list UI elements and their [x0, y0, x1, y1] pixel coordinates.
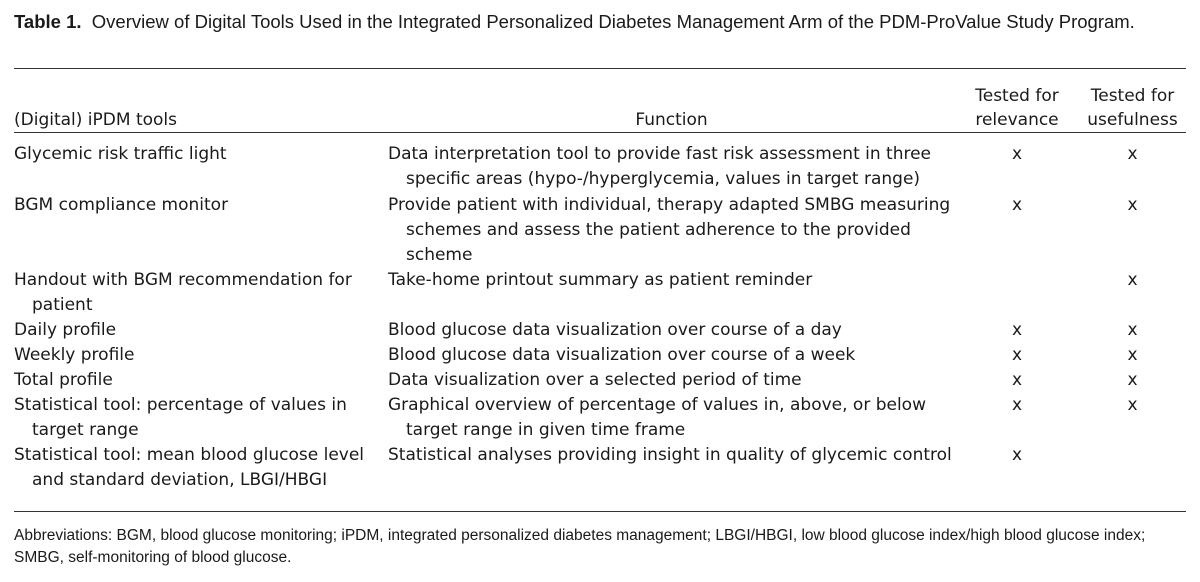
cell-relevance: x [1011, 195, 1023, 215]
header-function: Function [635, 110, 708, 130]
cell-function: Statistical analyses providing insight in quality of glycemic control [388, 445, 952, 465]
cell-relevance: x [1011, 320, 1023, 340]
table-footnote: Abbreviations: BGM, blood glucose monitoring; iPDM, integrated personalized diabetes management; LBGI/HBGI, low blood glucose index/high blood glucose index; SMBG, self-monitoring of blood glucose. [14, 527, 1146, 566]
cell-tool: Statistical tool: percentage of values in target range [14, 395, 347, 440]
table-row [14, 393, 1186, 443]
cell-relevance [955, 268, 1079, 318]
table-header [14, 76, 1186, 132]
digital-tools-table [14, 76, 1186, 493]
cell-tool: Weekly profile [14, 345, 135, 365]
header-relevance-line2: relevance [975, 110, 1059, 130]
cell-usefulness [1079, 443, 1186, 493]
cell-function: Data interpretation tool to provide fast risk assessment in three specific areas (hypo-/hyperglycemia, values in target range) [388, 144, 932, 189]
table-row [14, 132, 1186, 192]
table-caption [14, 10, 1186, 33]
cell-tool: Statistical tool: mean blood glucose level and standard deviation, LBGI/HBGI [14, 445, 365, 490]
cell-relevance: x [1011, 445, 1023, 465]
table-row [14, 192, 1186, 268]
table-top-rule [14, 68, 1186, 69]
table-row [14, 343, 1186, 368]
header-usefulness [1079, 76, 1186, 132]
header-relevance [955, 76, 1079, 132]
cell-tool: Daily profile [14, 320, 117, 340]
header-usefulness-line1: Tested for [1090, 86, 1175, 106]
cell-tool: Handout with BGM recommendation for patient [14, 270, 352, 315]
cell-usefulness: x [1127, 345, 1138, 365]
cell-tool: Total profile [14, 370, 113, 390]
cell-usefulness: x [1127, 144, 1138, 164]
table-caption-label: Table 1. [14, 11, 82, 32]
cell-relevance: x [1011, 395, 1023, 415]
cell-tool: BGM compliance monitor [14, 195, 229, 215]
cell-relevance: x [1011, 370, 1023, 390]
table-row [14, 318, 1186, 343]
table-row [14, 268, 1186, 318]
cell-usefulness: x [1127, 370, 1138, 390]
table-bottom-rule [14, 511, 1186, 512]
cell-function: Take-home printout summary as patient reminder [388, 270, 813, 290]
table-row [14, 443, 1186, 493]
cell-usefulness: x [1127, 395, 1138, 415]
cell-function: Blood glucose data visualization over course of a day [388, 320, 842, 340]
cell-function: Provide patient with individual, therapy adapted SMBG measuring schemes and assess the patient adherence to the provided scheme [388, 195, 951, 265]
table-body [14, 132, 1186, 493]
header-relevance-line1: Tested for [975, 86, 1059, 106]
table-caption-text: Overview of Digital Tools Used in the Integrated Personalized Diabetes Management Arm of the PDM-ProValue Study Program. [91, 11, 1135, 32]
cell-relevance: x [1011, 144, 1023, 164]
header-tool: (Digital) iPDM tools [14, 110, 177, 130]
cell-tool: Glycemic risk traffic light [14, 144, 227, 164]
table-row [14, 368, 1186, 393]
cell-function: Blood glucose data visualization over course of a week [388, 345, 856, 365]
cell-relevance: x [1011, 345, 1023, 365]
cell-function: Graphical overview of percentage of values in, above, or below target range in given time frame [388, 395, 926, 440]
cell-usefulness: x [1127, 270, 1138, 290]
cell-usefulness: x [1127, 320, 1138, 340]
cell-usefulness: x [1127, 195, 1138, 215]
cell-function: Data visualization over a selected period of time [388, 370, 802, 390]
header-usefulness-line2: usefulness [1087, 110, 1178, 130]
